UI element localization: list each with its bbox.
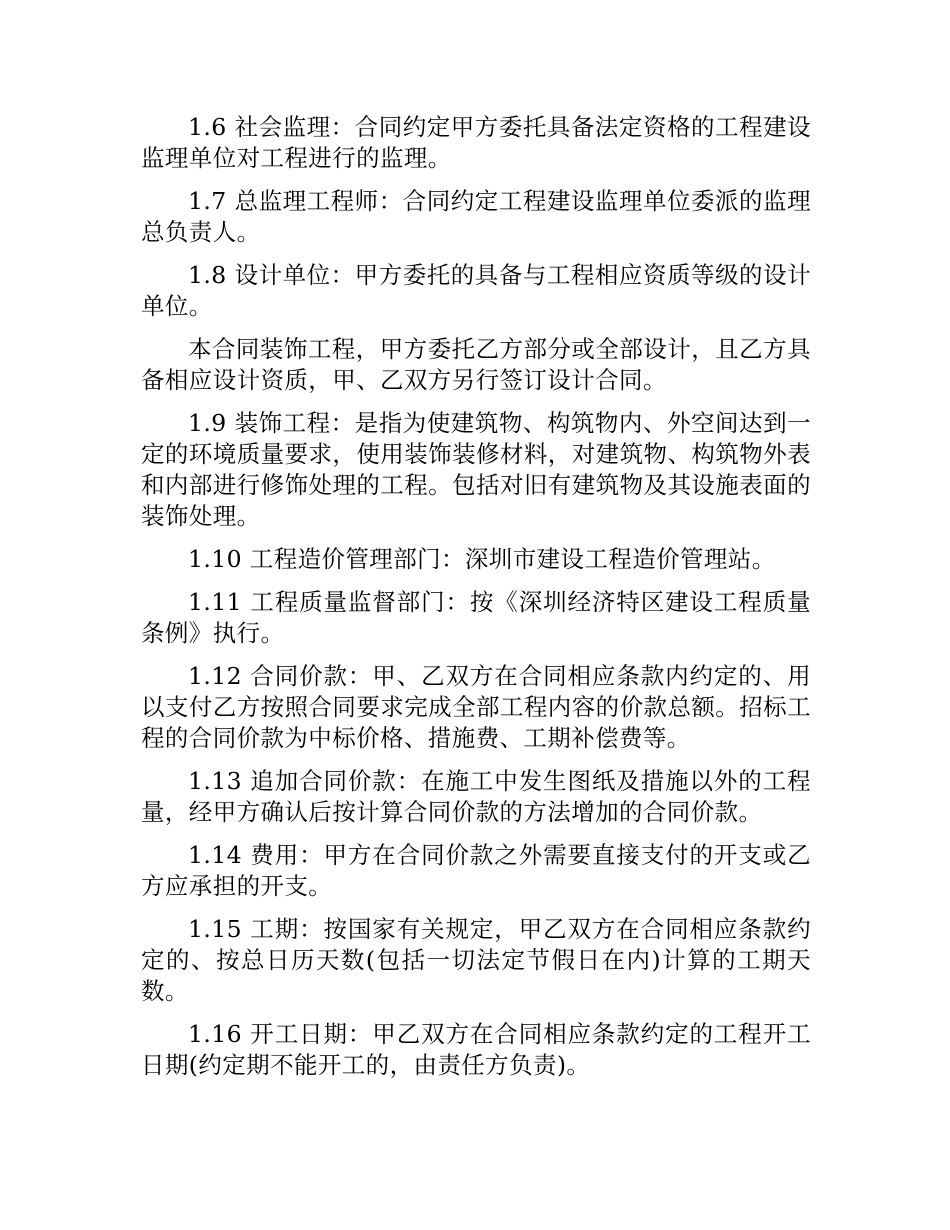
clause-1-13: 1.13 追加合同价款：在施工中发生图纸及措施以外的工程量，经甲方确认后按计算合同价款的方法增加的合同价款。: [141, 767, 811, 826]
document-body: [141, 112, 811, 1093]
clause-1-7: 1.7 总监理工程师：合同约定工程建设监理单位委派的监理总负责人。: [141, 187, 811, 246]
clause-1-12: 1.12 合同价款：甲、乙双方在合同相应条款内约定的、用以支付乙方按照合同要求完成全部工程内容的价款总额。招标工程的合同价款为中标价格、措施费、工期补偿费等。: [141, 662, 811, 752]
clause-1-16: 1.16 开工日期：甲乙双方在合同相应条款约定的工程开工日期(约定期不能开工的，由责任方负责)。: [141, 1020, 811, 1079]
clause-1-6: 1.6 社会监理：合同约定甲方委托具备法定资格的工程建设监理单位对工程进行的监理。: [141, 113, 811, 172]
clause-1-9: 1.9 装饰工程：是指为使建筑物、构筑物内、外空间达到一定的环境质量要求，使用装饰装修材料，对建筑物、构筑物外表和内部进行修饰处理的工程。包括对旧有建筑物及其设施表面的装饰处理。: [141, 409, 811, 530]
clause-1-11: 1.11 工程质量监督部门：按《深圳经济特区建设工程质量条例》执行。: [141, 588, 811, 647]
clause-1-10: 1.10 工程造价管理部门：深圳市建设工程造价管理站。: [188, 545, 776, 573]
clause-1-14: 1.14 费用：甲方在合同价款之外需要直接支付的开支或乙方应承担的开支。: [141, 841, 811, 900]
clause-1-8: 1.8 设计单位：甲方委托的具备与工程相应资质等级的设计单位。: [141, 261, 811, 320]
clause-design-note: 本合同装饰工程，甲方委托乙方部分或全部设计，且乙方具备相应设计资质，甲、乙双方另行签订设计合同。: [141, 335, 811, 394]
clause-1-15: 1.15 工期：按国家有关规定，甲乙双方在合同相应条款约定的、按总日历天数(包括一切法定节假日在内)计算的工期天数。: [141, 915, 811, 1005]
